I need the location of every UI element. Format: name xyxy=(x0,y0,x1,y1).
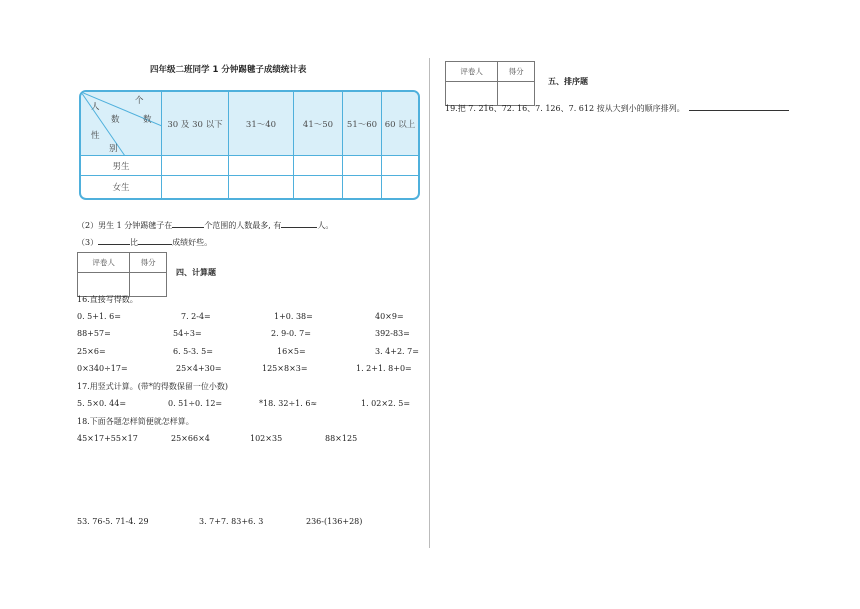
table-cell[interactable] xyxy=(343,156,382,176)
column-header: 51～60 xyxy=(343,92,382,156)
section-4-title: 四、计算题 xyxy=(176,268,216,277)
corner-label-person: 人 xyxy=(91,102,100,112)
question-19 xyxy=(445,102,789,114)
score-label: 得分 xyxy=(498,62,535,82)
table-cell[interactable] xyxy=(162,156,229,176)
answer-blank[interactable] xyxy=(172,219,204,228)
q16-item: 0. 5+1. 6= xyxy=(77,312,121,321)
row-header-girls: 女生 xyxy=(81,176,162,198)
score-field[interactable] xyxy=(130,273,167,297)
q16-item: 1+0. 38= xyxy=(274,312,313,321)
answer-blank[interactable] xyxy=(689,102,789,111)
q16-title: 16.直接写得数。 xyxy=(77,295,138,304)
column-divider xyxy=(429,58,430,548)
corner-label-gender: 别 xyxy=(109,144,118,154)
q16-item: 0×340÷17= xyxy=(77,364,128,373)
corner-label-number2: 数 xyxy=(143,115,152,125)
reviewer-field[interactable] xyxy=(78,273,130,297)
q17-item: *18. 32÷1. 6≈ xyxy=(259,399,318,408)
q16-item: 125×8×3= xyxy=(262,364,308,373)
q2-text-3: 人。 xyxy=(317,221,334,230)
q2-text-1: （2）男生 1 分钟踢毽子在 xyxy=(77,221,173,230)
q16-item: 3. 4+2. 7= xyxy=(375,347,419,356)
table-cell[interactable] xyxy=(294,156,343,176)
q2-text-2: 个范围的人数最多, 有 xyxy=(204,221,282,230)
row-header-boys: 男生 xyxy=(81,156,162,176)
q3-text-2: 比 xyxy=(130,238,139,247)
q17-item: 1. 02×2. 5= xyxy=(361,399,411,408)
q16-item: 25×6= xyxy=(77,347,106,356)
column-header: 30 及 30 以下 xyxy=(162,92,229,156)
score-label: 得分 xyxy=(130,253,167,273)
reviewer-label: 评卷人 xyxy=(78,253,130,273)
table-cell[interactable] xyxy=(229,156,294,176)
table-cell[interactable] xyxy=(294,176,343,198)
corner-label-count1: 个 xyxy=(135,96,144,106)
q16-item: 16×5= xyxy=(277,347,306,356)
q17-item: 5. 5×0. 44= xyxy=(77,399,127,408)
q18-item: 236-(136+28) xyxy=(306,517,363,526)
question-2 xyxy=(77,219,333,231)
q16-item: 88+57= xyxy=(77,329,111,338)
q18-item: 45×17+55×17 xyxy=(77,434,138,443)
score-box xyxy=(77,252,167,297)
table-corner-cell xyxy=(81,92,162,156)
answer-blank[interactable] xyxy=(138,236,172,245)
table-title: 四年级二班同学 1 分钟踢毽子成绩统计表 xyxy=(150,65,307,75)
corner-label-number1: 数 xyxy=(111,115,120,125)
answer-blank[interactable] xyxy=(98,236,130,245)
q3-text-1: （3） xyxy=(77,238,99,247)
table-cell[interactable] xyxy=(343,176,382,198)
answer-blank[interactable] xyxy=(281,219,317,228)
table-cell[interactable] xyxy=(382,176,418,198)
q16-item: 6. 5-3. 5= xyxy=(173,347,213,356)
q19-text: 19.把 7. 216、72. 16、7. 126、7. 612 按从大到小的顺序排列。 xyxy=(445,104,685,113)
corner-label-sex: 性 xyxy=(91,131,100,141)
q16-item: 40×9= xyxy=(375,312,404,321)
q3-text-3: 成绩好些。 xyxy=(172,238,213,247)
question-3 xyxy=(77,236,212,248)
q16-item: 392-83= xyxy=(375,329,410,338)
q18-title: 18.下面各题怎样简便就怎样算。 xyxy=(77,417,194,426)
q18-item: 53. 76-5. 71-4. 29 xyxy=(77,517,149,526)
q16-item: 54÷3= xyxy=(173,329,202,338)
table-cell[interactable] xyxy=(162,176,229,198)
score-box xyxy=(445,61,535,106)
q17-title: 17.用竖式计算。(带*的得数保留一位小数) xyxy=(77,382,228,391)
q18-item: 102×35 xyxy=(250,434,283,443)
reviewer-label: 评卷人 xyxy=(446,62,498,82)
q18-item: 88×125 xyxy=(325,434,358,443)
table-cell[interactable] xyxy=(382,156,418,176)
column-header: 31～40 xyxy=(229,92,294,156)
q18-item: 25×66×4 xyxy=(171,434,210,443)
stats-table xyxy=(79,90,420,200)
table-cell[interactable] xyxy=(229,176,294,198)
section-5-title: 五、排序题 xyxy=(548,77,588,86)
q16-item: 7. 2-4= xyxy=(181,312,211,321)
column-header: 60 以上 xyxy=(382,92,418,156)
q17-item: 0. 51÷0. 12= xyxy=(168,399,223,408)
q18-item: 3. 7+7. 83+6. 3 xyxy=(199,517,264,526)
q16-item: 2. 9-0. 7= xyxy=(271,329,311,338)
q16-item: 1. 2+1. 8+0= xyxy=(356,364,412,373)
column-header: 41～50 xyxy=(294,92,343,156)
q16-item: 25×4+30= xyxy=(176,364,222,373)
